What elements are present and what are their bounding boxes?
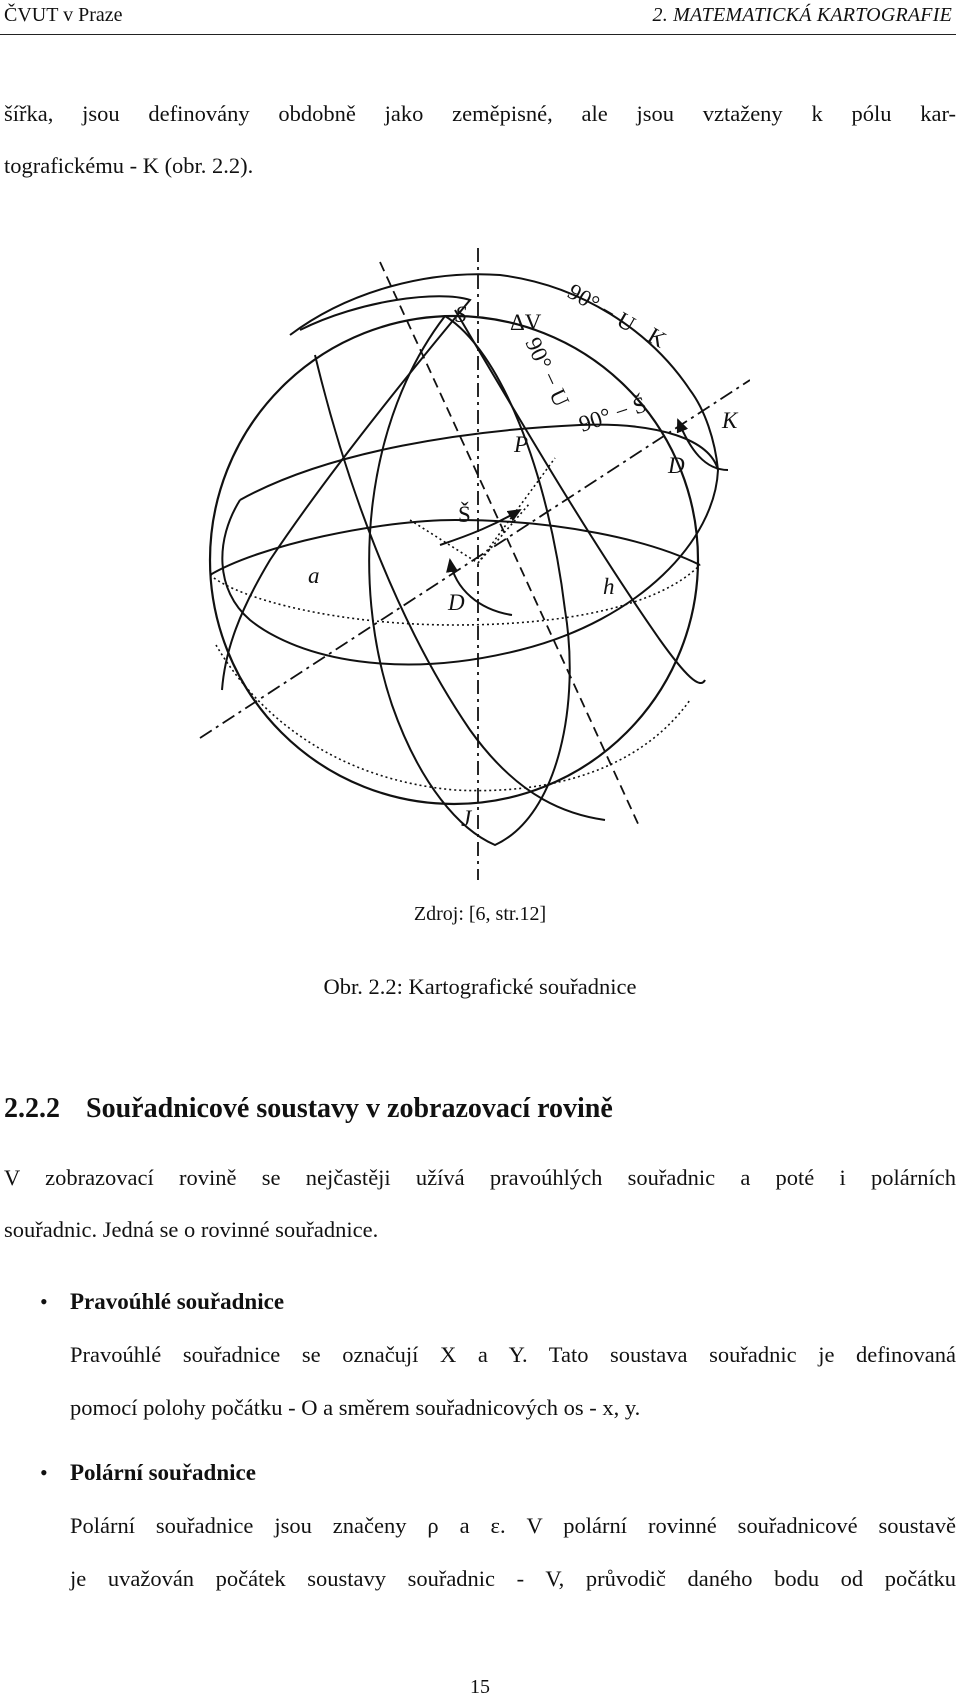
label-d-right: D [668,453,685,478]
item-2-text [70,1499,956,1605]
running-header-left: ČVUT v Praze [4,4,123,26]
label-90-u: 90° − U [520,333,575,411]
bullet-1: • [40,1289,48,1314]
label-p: P [514,432,529,457]
item-1-text [70,1328,956,1434]
dotted-construction [410,458,555,563]
item-1-line-2: pomocí polohy počátku - O a směrem souřadnicových os - x, y. [70,1395,641,1420]
label-h: h [603,574,615,599]
label-uk-subscript: K [643,322,671,353]
label-90-uk: 90° − U [563,278,640,337]
label-90-s-caron: 90° − Š [575,391,650,437]
meridian-main [369,316,570,845]
label-s-caron: Š [458,502,471,527]
section-intro-line-1: V zobrazovací rovině se nejčastěji užívá pravoúhlých souřadnic a poté i polárních [4,1165,956,1190]
section-title: Souřadnicové soustavy v zobrazovací rovině [86,1093,613,1124]
arrow-d-right [678,420,728,470]
item-1-line-1: Pravoúhlé souřadnice se označují X a Y. Tato soustava souřadnic je definovaná [70,1342,956,1367]
label-a: a [308,563,320,588]
label-k: K [722,408,738,433]
sphere-diagram [190,240,750,880]
label-d-left: D [448,590,465,615]
page-number: 15 [470,1676,490,1698]
upper-cap-arc [290,274,718,470]
section-intro-line-2: souřadnic. Jedná se o rovinné souřadnice. [4,1217,379,1242]
item-1-title: Pravoúhlé souřadnice [70,1289,285,1314]
intro-line-2: tografickému - K (obr. 2.2). [4,153,254,178]
kartographic-axis [380,262,640,828]
running-header-right: 2. MATEMATICKÁ KARTOGRAFIE [652,4,952,26]
equator-front [210,520,700,575]
label-s: S [455,302,467,327]
sphere-outline [210,316,698,804]
intro-line-1: šířka, jsou definovány obdobně jako zeměpisné, ale jsou vztaženy k pólu kar- [4,101,956,126]
bullet-2: • [40,1460,48,1485]
lower-parallel-dotted [216,645,690,791]
item-2-title: Polární souřadnice [70,1460,256,1485]
figure-cartographic-coordinates [190,240,750,880]
label-delta-v: ΔV [510,310,542,335]
header-rule [0,34,956,35]
great-circle-right [455,310,705,683]
item-2-line-1: Polární souřadnice jsou značeny ρ a ε. V polární rovinné souřadnicové soustavě [70,1513,956,1538]
figure-source: Zdroj: [6, str.12] [413,903,547,925]
intro-paragraph [4,88,956,192]
section-heading [4,1093,613,1125]
great-circle-left [222,296,470,690]
figure-caption: Obr. 2.2: Kartografické souřadnice [323,974,637,999]
item-2-line-2: je uvažován počátek soustavy souřadnic - V, průvodič daného bodu od počátku [70,1566,956,1591]
section-number: 2.2.2 [4,1093,60,1124]
label-j: J [461,806,472,831]
section-intro-paragraph [4,1152,956,1256]
